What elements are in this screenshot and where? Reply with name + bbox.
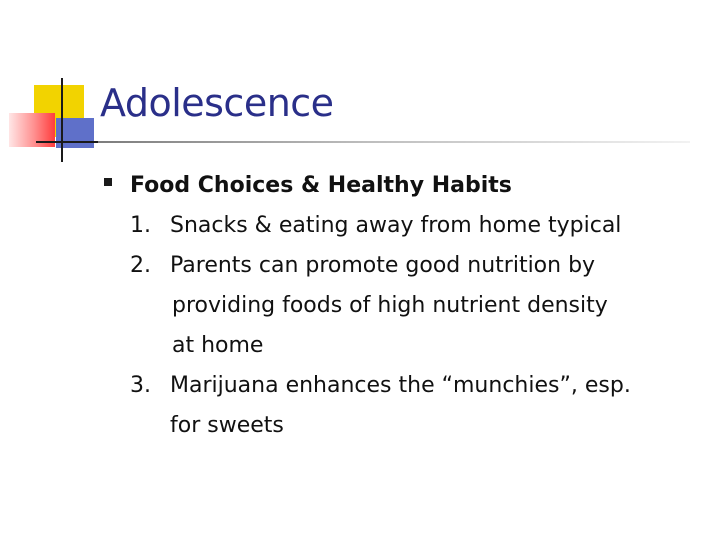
slide-title: Adolescence [100, 81, 334, 125]
logo-horizontal-line [36, 141, 98, 143]
list-line-continuation: at home [172, 333, 264, 358]
list-item-2 [130, 246, 700, 366]
list-item-1 [130, 206, 700, 246]
list-number: 1. [130, 213, 151, 238]
bullet-content [130, 166, 700, 446]
list-item-3 [130, 366, 700, 446]
list-line: Marijuana enhances the “munchies”, esp. [170, 373, 631, 398]
list-number: 2. [130, 253, 151, 278]
list-line-continuation: for sweets [170, 413, 284, 438]
list-line: Parents can promote good nutrition by [170, 253, 596, 278]
list-number: 3. [130, 373, 151, 398]
bullet-heading: Food Choices & Healthy Habits [130, 173, 512, 198]
list-line-continuation: providing foods of high nutrient density [172, 293, 608, 318]
list-line: Snacks & eating away from home typical [170, 213, 622, 238]
logo-vertical-line [61, 78, 63, 162]
title-underline [98, 141, 690, 143]
bullet-square-icon [104, 178, 112, 186]
